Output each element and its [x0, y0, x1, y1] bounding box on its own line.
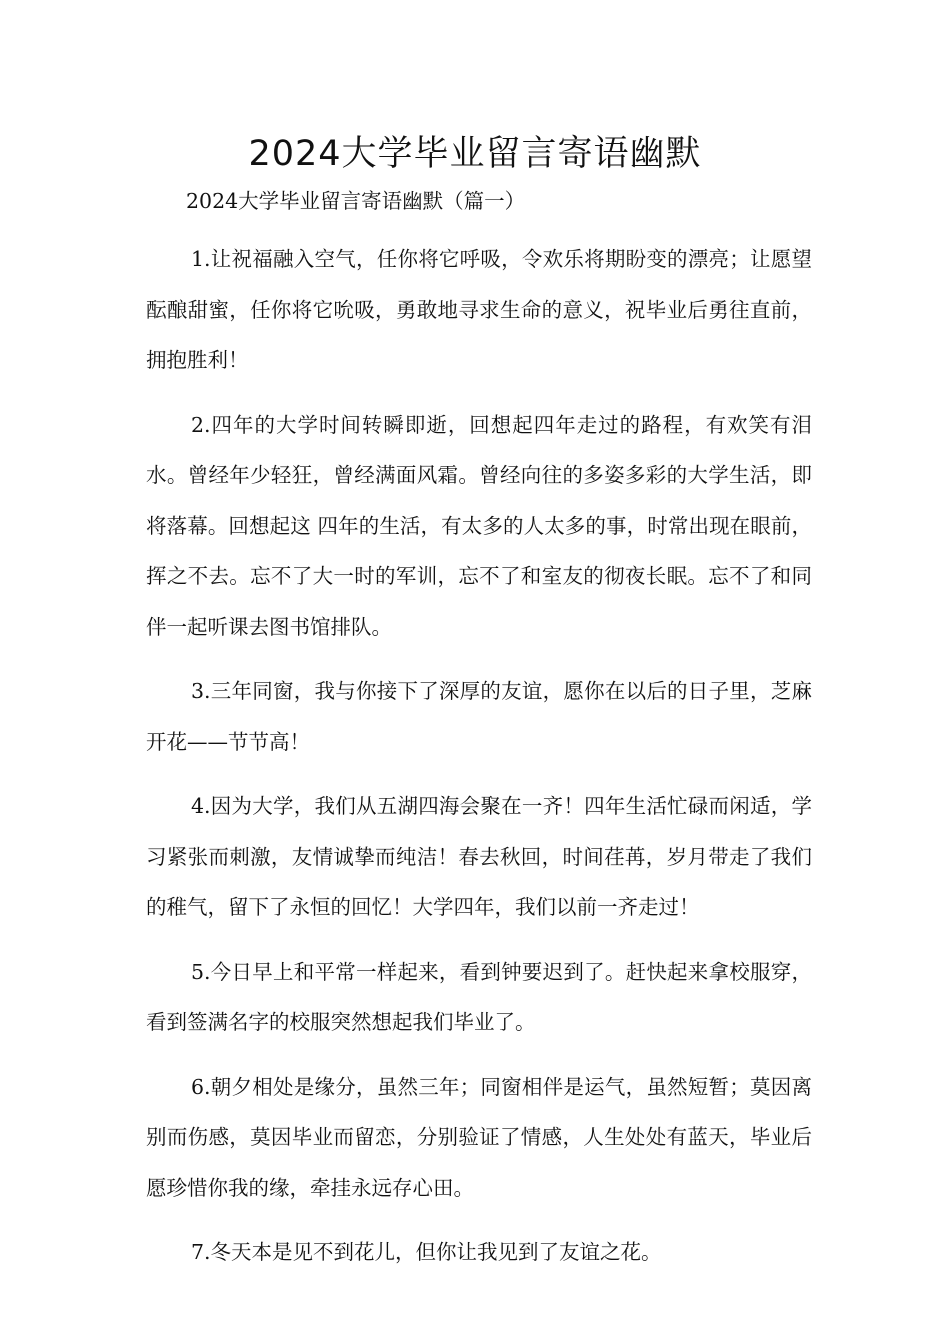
paragraph-4: 4.因为大学，我们从五湖四海会聚在一齐！四年生活忙碌而闲适，学习紧张而刺激，友情诚挚而纯洁！春去秋回，时间荏苒，岁月带走了我们的稚气，留下了永恒的回忆！大学四年，我们以前一齐走过！	[146, 794, 812, 919]
paragraph-3: 3.三年同窗，我与你接下了深厚的友谊，愿你在以后的日子里，芝麻开花——节节高！	[146, 679, 812, 754]
document-title: 2024大学毕业留言寄语幽默	[248, 134, 702, 174]
document-body	[146, 182, 812, 1278]
paragraph-7: 7.冬天本是见不到花儿，但你让我见到了友谊之花。	[191, 1240, 662, 1264]
paragraph-2: 2.四年的大学时间转瞬即逝，回想起四年走过的路程，有欢笑有泪水。曾经年少轻狂，曾经满面风霜。曾经向往的多姿多彩的大学生活，即将落幕。回想起这 四年的生活，有太多的人太多的事，时常出现在眼前，挥之不去。忘不了大一时的军训，忘不了和室友的彻夜长眠。忘不了和同伴一起听课去图书馆排队。	[146, 412, 812, 639]
paragraph-5: 5.今日早上和平常一样起来，看到钟要迟到了。赶快起来拿校服穿，看到签满名字的校服突然想起我们毕业了。	[146, 959, 812, 1034]
section-subtitle: 2024大学毕业留言寄语幽默（篇一）	[186, 189, 526, 213]
paragraph-1: 1.让祝福融入空气，任你将它呼吸，令欢乐将期盼变的漂亮；让愿望酝酿甜蜜，任你将它吮吸，勇敢地寻求生命的意义，祝毕业后勇往直前，拥抱胜利！	[146, 247, 812, 372]
paragraph-6: 6.朝夕相处是缘分，虽然三年；同窗相伴是运气，虽然短暂；莫因离别而伤感，莫因毕业而留恋，分别验证了情感，人生处处有蓝天，毕业后愿珍惜你我的缘，牵挂永远存心田。	[146, 1074, 812, 1200]
